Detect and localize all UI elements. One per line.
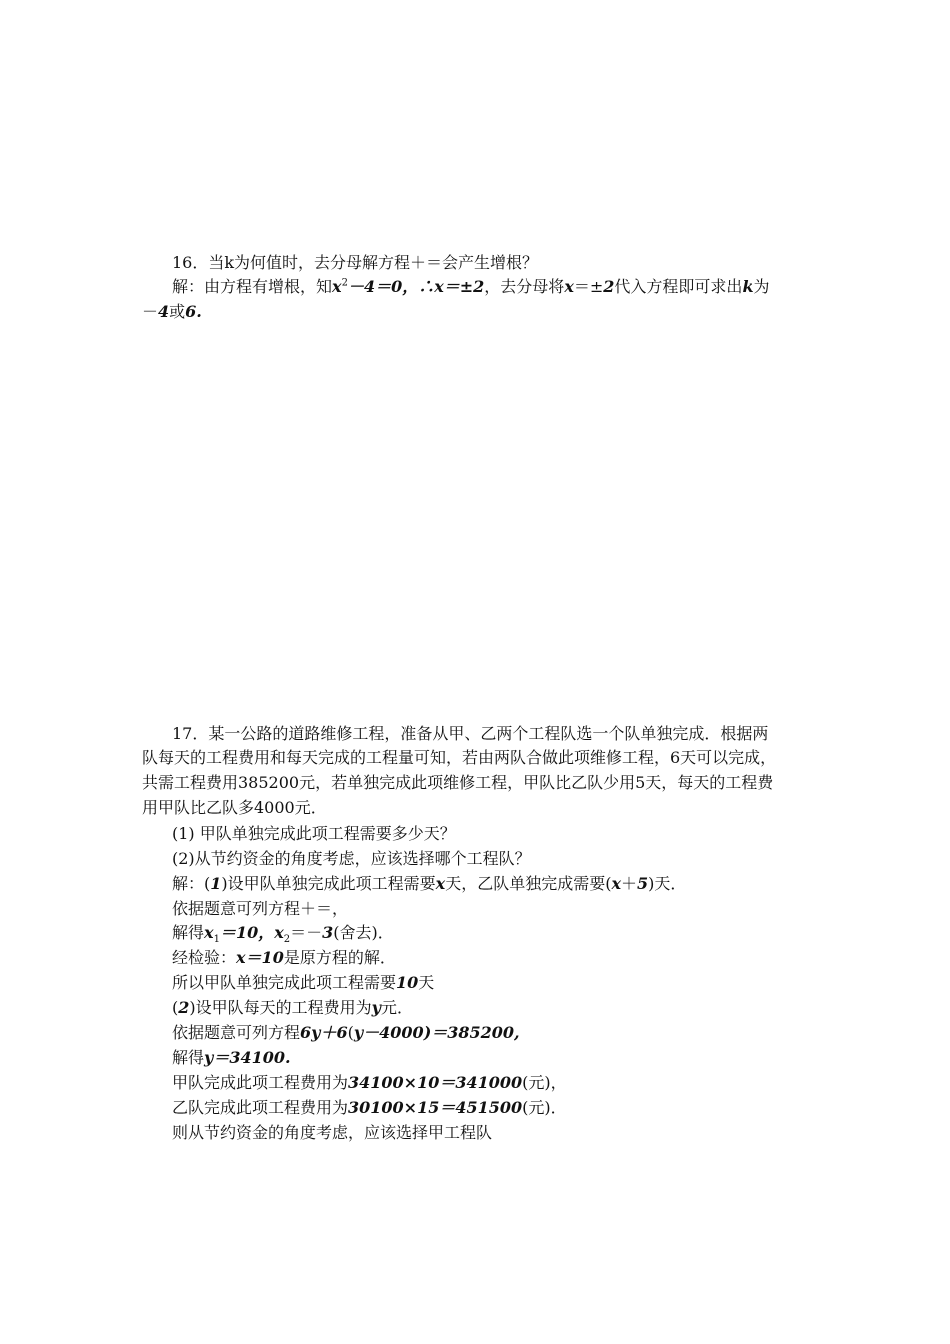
q17-s10-b: 30100×15＝451500	[348, 1098, 523, 1117]
q17-s3-d: x	[274, 923, 284, 942]
q17-solution-line1	[172, 872, 686, 896]
q17-solution-line5	[172, 971, 434, 995]
q17-s1-a: 解：(	[172, 874, 211, 893]
q17-s1-d: x	[435, 874, 446, 893]
q17-s4-b: x＝10	[236, 948, 284, 967]
q17-question-line1: 17．某一公路的道路维修工程，准备从甲、乙两个工程队选一个队单独完成．根据两	[172, 724, 769, 743]
q17-s8-a: 解得	[172, 1048, 205, 1067]
q17-s7-d: y－4000	[353, 1023, 424, 1042]
q17-s3-g: (舍去)．	[333, 923, 394, 942]
q17-solution-line2: 依据题意可列方程＋＝，	[172, 899, 349, 918]
q17-question-line2: 队每天的工程费用和每天完成的工程量可知，若由两队合做此项维修工程，6天可以完成，	[142, 748, 777, 767]
q17-s1-h: 5	[637, 874, 649, 893]
q16-s1-j: 为	[753, 277, 770, 296]
q17-s3-c: ＝10，	[219, 923, 275, 942]
q17-question-line4: 用甲队比乙队多4000元．	[142, 798, 327, 817]
q17-solution-line11: 则从节约资金的角度考虑，应该选择甲工程队	[172, 1123, 493, 1142]
q17-s6-b: 2	[178, 998, 190, 1017]
q17-solution-line3	[172, 921, 394, 945]
q17-s5-b: 10	[396, 973, 419, 992]
q16-question: 16．当k为何值时，去分母解方程＋＝会产生增根？	[172, 253, 539, 272]
q17-s7-a: 依据题意可列方程	[172, 1023, 301, 1042]
q17-s7-e: )＝385200,	[423, 1023, 520, 1042]
q17-s6-a: (	[172, 998, 179, 1017]
q17-s3-b: x	[204, 923, 214, 942]
q17-s8-b: y＝34100.	[204, 1048, 291, 1067]
q16-s2-d: 6.	[185, 302, 202, 321]
q16-s1-i: k	[742, 277, 754, 296]
q17-s5-c: 天	[418, 973, 435, 992]
q17-s1-b: 1	[210, 874, 222, 893]
q17-s7-c: (	[347, 1023, 354, 1042]
q17-s10-c: (元)．	[522, 1098, 567, 1117]
q16-s2-a: －	[142, 302, 159, 321]
q17-s3-dsub: 2	[283, 934, 291, 946]
q17-solution-line8	[172, 1046, 291, 1070]
q17-s3-e: ＝－	[290, 923, 323, 942]
q17-s6-e: 元．	[380, 998, 413, 1017]
q16-s1-d: ，去分母将	[484, 277, 565, 296]
q17-solution-line7	[172, 1021, 520, 1045]
q17-s1-f: x	[611, 874, 621, 893]
q17-s5-a: 所以甲队单独完成此项工程需要	[172, 973, 397, 992]
q17-solution-line4	[172, 946, 396, 970]
q17-question-line3: 共需工程费用385200元，若单独完成此项维修工程，甲队比乙队少用5天，每天的工程费	[142, 773, 774, 792]
q16-s1-e: x	[564, 277, 574, 296]
q16-s1-b: x	[332, 277, 342, 296]
q17-s3-bsub: 1	[213, 934, 220, 946]
q16-s2-b: 4	[158, 302, 170, 321]
q17-s9-c: (元)，	[522, 1073, 567, 1092]
q17-s9-a: 甲队完成此项工程费用为	[172, 1073, 349, 1092]
q17-s1-c: )设甲队单独完成此项工程需要	[221, 874, 436, 893]
q17-s3-f: 3	[322, 923, 334, 942]
q17-solution-line6	[172, 996, 413, 1020]
q17-subquestion-1: (1) 甲队单独完成此项工程需要多少天？	[172, 824, 456, 843]
q16-s1-f: ＝±	[573, 277, 604, 296]
q17-s6-d: y	[371, 998, 381, 1017]
q16-s1-a: 解：由方程有增根，知	[172, 277, 333, 296]
q17-s1-e: 天，乙队单独完成需要(	[445, 874, 612, 893]
q17-s1-g: ＋	[620, 874, 637, 893]
q16-s1-bsup: 2	[341, 277, 348, 289]
q16-solution-line2	[142, 300, 202, 324]
q17-s3-a: 解得	[172, 923, 205, 942]
q16-solution-line1	[172, 275, 770, 299]
q16-s1-c: －4＝0，∴x＝±2	[347, 277, 485, 296]
q16-s2-c: 或	[169, 302, 186, 321]
q17-s10-a: 乙队完成此项工程费用为	[172, 1098, 349, 1117]
q17-s7-b: 6y＋6	[300, 1023, 348, 1042]
q17-s9-b: 34100×10＝341000	[348, 1073, 523, 1092]
q16-s1-h: 代入方程即可求出	[614, 277, 743, 296]
q17-s1-i: )天．	[648, 874, 687, 893]
q17-subquestion-2: (2)从节约资金的角度考虑，应该选择哪个工程队？	[172, 849, 531, 868]
q17-s4-a: 经检验：	[172, 948, 237, 967]
q17-solution-line9	[172, 1071, 567, 1095]
q17-solution-line10	[172, 1096, 567, 1120]
q17-s4-c: 是原方程的解．	[283, 948, 396, 967]
q16-s1-g: 2	[603, 277, 615, 296]
q17-s6-c: )设甲队每天的工程费用为	[189, 998, 372, 1017]
